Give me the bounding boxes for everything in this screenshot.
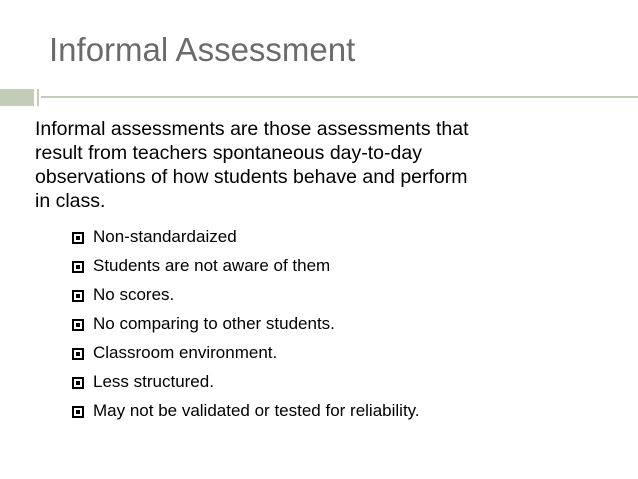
body-paragraph — [35, 117, 625, 213]
body-line: observations of how students behave and perform — [35, 166, 468, 188]
divider-horizontal-line — [41, 96, 638, 98]
square-bullet-icon — [72, 319, 84, 331]
slide-title: Informal Assessment — [49, 31, 356, 68]
bullet-text: Classroom environment. — [93, 343, 278, 362]
body-line: Informal assessments are those assessments that — [35, 118, 469, 140]
bullet-text: Less structured. — [93, 372, 214, 391]
body-line: in class. — [35, 190, 106, 212]
square-bullet-icon — [72, 261, 84, 273]
bullet-text: Students are not aware of them — [93, 256, 331, 275]
square-bullet-icon — [72, 290, 84, 302]
bullet-text: May not be validated or tested for reliability. — [93, 401, 420, 420]
square-bullet-icon — [72, 348, 84, 360]
bullet-text: No scores. — [93, 285, 175, 304]
divider-block — [0, 89, 34, 106]
bullet-text: No comparing to other students. — [93, 314, 335, 333]
square-bullet-icon — [72, 406, 84, 418]
square-bullet-icon — [72, 232, 84, 244]
body-line: result from teachers spontaneous day-to-day — [35, 142, 422, 164]
square-bullet-icon — [72, 377, 84, 389]
bullet-text: Non-standardaized — [93, 227, 237, 246]
divider-vertical-line — [37, 89, 39, 106]
